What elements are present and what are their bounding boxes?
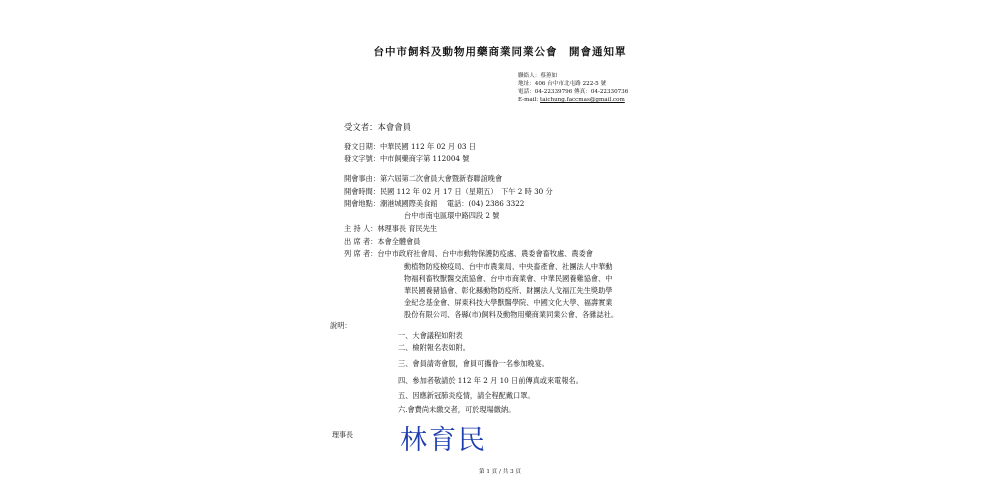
notes-label: 說明：	[330, 321, 352, 330]
contact-email	[518, 97, 625, 105]
observers-line: 股份有限公司、各縣(市)飼料及動物用藥商業同業公會、各雜誌社。	[404, 310, 619, 319]
page-footer: 第 1 頁 / 共 3 頁	[478, 469, 522, 475]
meeting-attendees: 出 席 者：本會全體會員	[344, 237, 421, 246]
meeting-subject: 開會事由：第六屆第二次會員大會暨新春聯誼晚會	[344, 174, 503, 183]
recipient: 受文者：本會會員	[344, 122, 411, 132]
issue-number: 發文字號：中市飼藥商字第 112004 號	[344, 154, 470, 163]
email-link[interactable]: taichung.faccmas@gmail.com	[539, 97, 625, 103]
observers-line: 物福利畜牧獸醫交流協會、台中市商業會、中華民國養雞協會、中	[404, 274, 613, 283]
document-title: 台中市飼料及動物用藥商業同業公會 開會通知單	[373, 46, 627, 58]
document-page	[300, 0, 700, 500]
note-item: 一、大會議程如附表	[398, 331, 463, 340]
email-label: E-mail:	[518, 97, 539, 103]
issue-date: 發文日期：中華民國 112 年 02 月 03 日	[344, 142, 476, 151]
note-item: 五、因應新冠肺炎疫情，請全程配戴口罩。	[398, 391, 535, 400]
meeting-observers: 列 席 者：台中市政府社會局、台中市動物保護防疫處、農委會畜牧處、農委會	[344, 249, 593, 258]
note-item: 四、參加者敬請於 112 年 2 月 10 日前傳真或來電報名。	[398, 376, 583, 385]
note-item: 三、會員請寄會服，會員可攜眷一名參加晚宴。	[398, 359, 549, 368]
contact-phone: 電話：04-22339796 傳真：04-22330736	[518, 89, 629, 95]
chairman-signature: 林育民	[400, 425, 487, 456]
observers-line: 動植物防疫檢疫局、台中市農業局、中央畜產會、社團法人中華動	[404, 262, 613, 271]
signature-label: 理事長	[332, 431, 353, 439]
note-item: 二、檢附報名表如附。	[398, 343, 470, 352]
observers-line: 華民國養豬協會、彰化縣動物防疫所、財團法人戈福江先生獎助學	[404, 286, 613, 295]
meeting-chair: 主 持 人：林理事長 育民先生	[344, 224, 438, 233]
meeting-address: 台中市南屯區環中路四段 2 號	[404, 211, 500, 220]
note-item: 六.會費尚未繳交者，可於現場繳納。	[398, 405, 516, 414]
meeting-time: 開會時間：民國 112 年 02 月 17 日（星期五） 下午 2 時 30 分	[344, 187, 553, 196]
contact-address: 地址：406 台中市北屯路 222-5 號	[518, 81, 607, 87]
meeting-location: 開會地點：潮港城國際美食館 電話：(04) 2386 3322	[344, 199, 525, 208]
observers-line: 金紀念基金會、屏東科技大學獸醫學院、中國文化大學、福壽實業	[404, 298, 613, 307]
contact-person: 聯絡人：蔡蕙如	[518, 73, 558, 79]
